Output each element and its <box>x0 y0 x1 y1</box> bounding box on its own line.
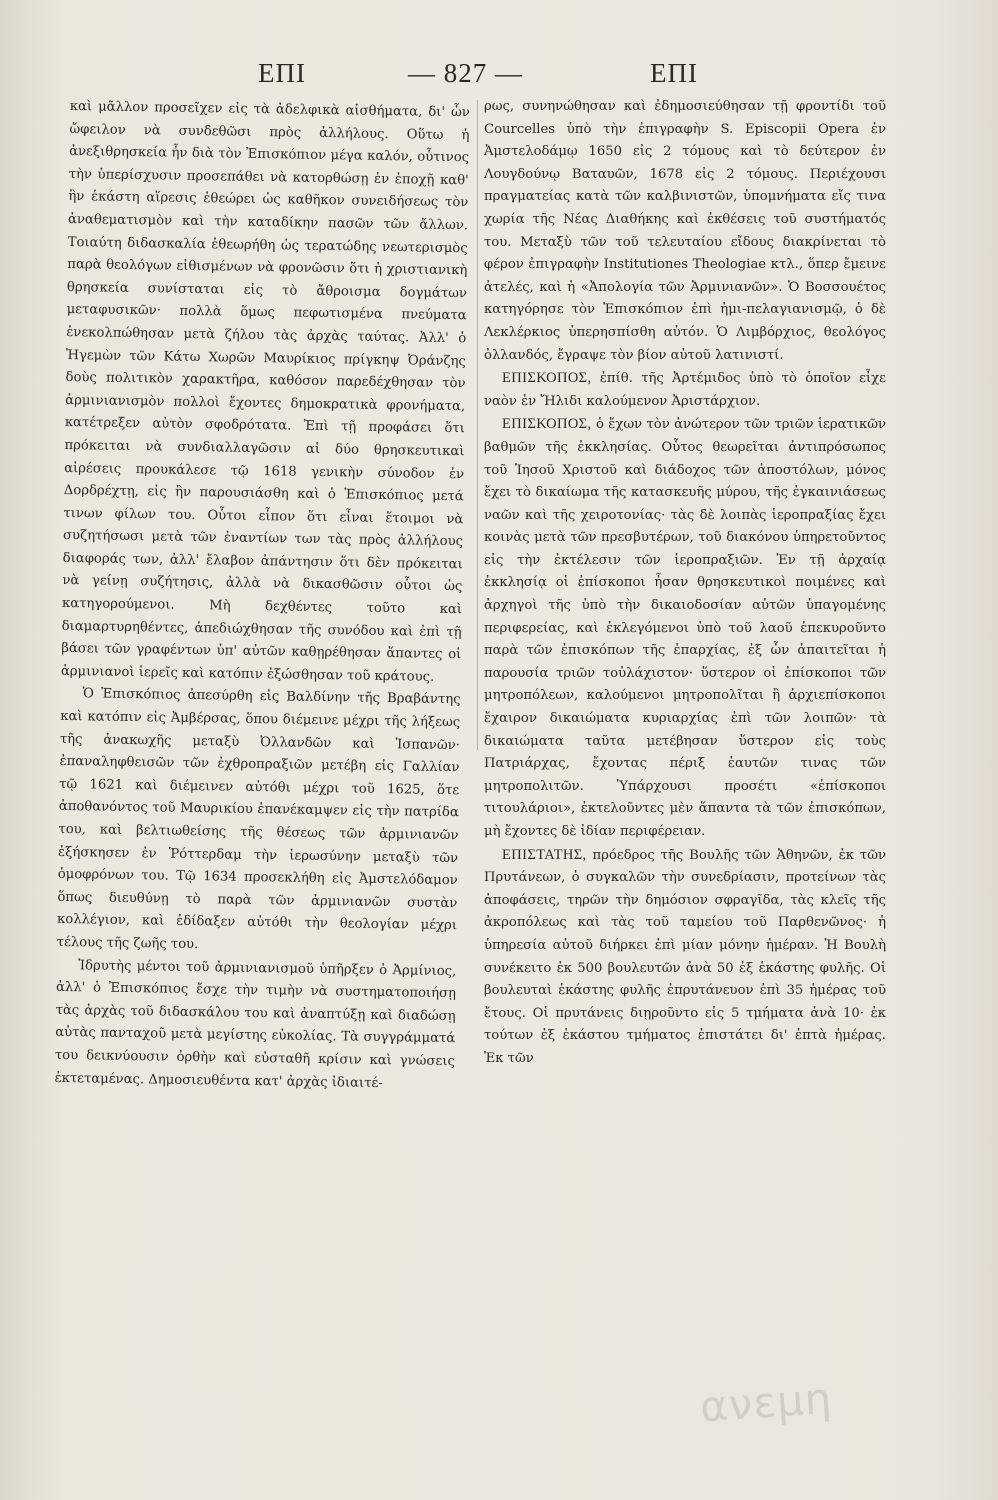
header-right-guideword: ΕΠΙ <box>650 58 698 88</box>
left-paragraph-2: Ὁ Ἐπισκόπιος ἀπεσύρθη εἰς Βαλδίνην τῆς Βραβάντης καὶ κατόπιν εἰς Ἀμβέρσας, ὅπου διέμεινε μέχρι τῆς λήξεως τῆς ἀνακωχῆς μεταξὺ Ὀλλανδῶν καὶ Ἱσπανῶν· ἐπαναληφθεισῶν τῶν ἐχθροπραξιῶν μετέβη εἰς Γαλλίαν τῷ 1621 καὶ διέμεινεν αὐτόθι μέχρι τοῦ 1625, ὅτε ἀποθανόντος τοῦ Μαυρικίου ἐπανέκαμψεν εἰς τὴν πατρίδα του, καὶ βελτιωθείσης τῆς θέσεως τῶν ἀρμινιανῶν ἐξήσκησεν ἐν Ῥόττερδαμ τὴν ἱερωσύνην μεταξὺ τῶν ὁμοφρόνων του. Τῷ 1634 προσεκλήθη εἰς Ἀμστελόδαμον ὅπως διευθύνῃ τὸ παρὰ τῶν ἀρμινιανῶν συστὰν κολλέγιον, καὶ ἐδίδαξεν αὐτόθι τὴν θεολογίαν μέχρι τέλους τῆς ζωῆς του. <box>56 686 461 953</box>
left-paragraph-3: Ἱδρυτὴς μέντοι τοῦ ἀρμινιανισμοῦ ὑπῆρξεν ὁ Ἀρμίνιος, ἀλλ' ὁ Ἐπισκόπιος ἔσχε τὴν τιμὴν νὰ συστηματοποιήσῃ τὰς ἀρχὰς τοῦ διδασκάλου του καὶ ἀναπτύξῃ καὶ διαδώσῃ αὐτὰς πανταχοῦ μετὰ μεγίστης εὐκολίας. Τὰ συγγράμματά του δεικνύουσιν ὀρθὴν καὶ εὐσταθῆ κρίσιν καὶ γνώσεις ἐκτεταμένας. Δημοσιευθέντα κατ' ἀρχὰς ἰδιαιτέ- <box>54 957 457 1091</box>
entry-lemma: ΕΠΙΣΚΟΠΟΣ, <box>502 416 592 433</box>
entry-episkopos-epithet <box>484 367 886 413</box>
entry-lemma: ΕΠΙΣΤΑΤΗΣ, <box>502 846 587 863</box>
right-column <box>484 96 886 1071</box>
entry-epistatis <box>484 844 886 1071</box>
page-number: — 827 — <box>408 58 523 88</box>
entry-text: πρόεδρος τῆς Βουλῆς τῶν Ἀθηνῶν, ἐκ τῶν Πρυτάνεων, ὁ συγκαλῶν τὴν συνεδρίασιν, προτείνων τὰς ἀποφάσεις, τηρῶν τὴν δημόσιον σφραγῖδα, τὰς κλεῖς τῆς ἀκροπόλεως καὶ τὰς τοῦ ταμείου τοῦ Παρθενῶνος· ἡ ὑπηρεσία αὐτοῦ διήρκει ἐπὶ μίαν μόνην ἡμέραν. Ἡ Βουλὴ συνέκειτο ἐκ 500 βουλευτῶν ἀνὰ 50 ἐξ ἑκάστης φυλῆς. Οἱ βουλευταὶ ἑκάστης φυλῆς ἐπρυτάνευον ἐπὶ 35 ἡμέρας τοῦ ἔτους. Οἱ πρυτάνεις διῃροῦντο εἰς 5 τμήματα ἀνὰ 10· ἐκ τούτων ἐξ ἑκάστου τμήματος ἐπιστάτει δι' ἑπτὰ ἡμέρας. Ἐκ τῶν <box>484 847 886 1066</box>
header-left-guideword: ΕΠΙ <box>258 58 306 88</box>
entry-episkopos-bishop <box>484 413 886 843</box>
left-column <box>54 96 470 1096</box>
running-header <box>0 58 998 98</box>
left-paragraph-1: καὶ μᾶλλον προσεῖχεν εἰς τὰ ἀδελφικὰ αἰσθήματα, δι' ὧν ὤφειλον νὰ συνδεθῶσι πρὸς ἀλλήλους. Οὕτω ἡ ἀνεξιθρησκεία ἦν διὰ τὸν Ἐπισκόπιον μέγα καλόν, οὗτινος τὴν ὑπερίσχυσιν προσεπάθει νὰ κατορθώσῃ ἐν ἐποχῇ καθ' ἣν ἑκάστη αἵρεσις ἐθεώρει ὡς καθῆκον συνειδήσεως τὸν ἀναθεματισμὸν καὶ τὴν καταδίκην πασῶν τῶν ἄλλων. Τοιαύτη διδασκαλία ἐθεωρήθη ὡς τερατώδης νεωτερισμὸς παρὰ θεολόγων εἰθισμένων νὰ φρονῶσιν ὅτι ἡ χριστιανικὴ θρησκεία συνίσταται εἰς τὸ ἄθροισμα δογμάτων μεταφυσικῶν· πολλὰ ὅμως πεφωτισμένα πνεύματα ἐνεκολπώθησαν μετὰ ζήλου τὰς ἀρχὰς ταύτας. Ἀλλ' ὁ Ἡγεμὼν τῶν Κάτω Χωρῶν Μαυρίκιος πρίγκηψ Ὀράνζης δοὺς πολιτικὸν χαρακτῆρα, καθόσον παρεδέχθησαν τὸν ἀρμινιανισμὸν πολλοὶ ἔχοντες δημοκρατικὰ φρονήματα, κατέτρεξεν αὐτὸν σφοδρότατα. Ἐπὶ τῇ προφάσει ὅτι πρόκειται νὰ συνδιαλλαγῶσιν αἱ δύο θρησκευτικαὶ αἱρέσεις προυκάλεσε τῷ 1618 γενικὴν σύνοδον ἐν Δορδρέχτῃ, εἰς ἣν παρουσιάσθη καὶ ὁ Ἐπισκόπιος μετά τινων φίλων του. Οὗτοι εἶπον ὅτι εἶναι ἕτοιμοι νὰ συζητήσωσι μετὰ τῶν ἐναντίων των τὰς πρὸς ἀλλήλους διαφοράς των, ἀλλ' ἔλαβον ἀπάντησιν ὅτι δὲν πρόκειται νὰ γείνῃ συζήτησις, ἀλλὰ νὰ δικασθῶσιν οὗτοι ὡς κατηγορούμενοι. Μὴ δεχθέντες τοῦτο καὶ διαμαρτυρηθέντες, ἀπεδιώχθησαν τῆς συνόδου καὶ ἐπὶ τῇ βάσει τῶν γραφέντων ὑπ' αὐτῶν καθῃρέθησαν ἅπαντες οἱ ἀρμινιανοὶ ἱερεῖς καὶ κατόπιν ἐξώσθησαν τοῦ κράτους. <box>60 98 470 685</box>
library-watermark: ανεμη <box>698 1373 834 1432</box>
entry-text: ἐπίθ. τῆς Ἀρτέμιδος ὑπὸ τὸ ὁποῖον εἶχε ναὸν ἐν Ἤλιδι καλούμενον Ἀριστάρχιον. <box>484 371 886 409</box>
right-paragraph-continued: ρως, συνηνώθησαν καὶ ἐδημοσιεύθησαν τῇ φροντίδι τοῦ Courcelles ὑπὸ τὴν ἐπιγραφὴν S. Episcopii Opera ἐν Ἀμστελοδάμῳ 1650 εἰς 2 τόμους καὶ τὸ δεύτερον ἐν Λουγδούνῳ Βαταυῶν, 1678 εἰς 2 τόμους. Περιέχουσι πραγματείας κατὰ τῶν καλβινιστῶν, ὑπομνήματα εἴς τινα χωρία τῆς Νέας Διαθήκης καὶ ἐκθέσεις τοῦ συστήματός του. Μεταξὺ τῶν τοῦ τελευταίου εἴδους διακρίνεται τὸ φέρον ἐπιγραφὴν Institutiones Theologiae κτλ., ὅπερ ἔμεινε ἀτελές, καὶ ἡ «Ἀπολογία τῶν Ἀρμινιανῶν». Ὁ Βοσσουέτος κατηγόρησε τὸν Ἐπισκόπιον ἐπὶ ἡμι-πελαγιανισμῷ, ὁ δὲ Λεκλέρκιος ὑπερησπίσθη αὐτόν. Ὁ Λιμβόρχιος, θεολόγος ὀλλανδός, ἔγραψε τὸν βίον αὐτοῦ λατινιστί. <box>484 99 886 363</box>
column-divider <box>477 100 478 750</box>
entry-text: ὁ ἔχων τὸν ἀνώτερον τῶν τριῶν ἱερατικῶν βαθμῶν τῆς ἐκκλησίας. Οὗτος θεωρεῖται ἀντιπρόσωπος τοῦ Ἰησοῦ Χριστοῦ καὶ διάδοχος τῶν ἀποστόλων, μόνος ἔχει τὸ δικαίωμα τῆς κατασκευῆς μύρου, τῆς ἐγκαινιάσεως ναῶν καὶ τῆς χειροτονίας· τὰς δὲ λοιπὰς ἱεροπραξίας ἔχει κοινὰς μετὰ τῶν πρεσβυτέρων, τοῦ διακόνου ὑπηρετοῦντος εἰς τὴν ἐκτέλεσιν τῶν ἱεροπραξιῶν. Ἐν τῇ ἀρχαίᾳ ἐκκλησίᾳ οἱ ἐπίσκοποι ἦσαν θρησκευτικοὶ ποιμένες καὶ ἀρχηγοὶ τῆς ὑπὸ τὴν δικαιοδοσίαν αὐτῶν ὑπαγομένης περιφερείας, καὶ ἐκλεγόμενοι ὑπὸ τοῦ λαοῦ ἐπεκυροῦντο παρὰ τῶν ἐπισκόπων τῆς ἐπαρχίας, ἐξ ὧν ἀπαιτεῖται ἡ παρουσία τριῶν τοὐλάχιστον· ὕστερον οἱ ἐπίσκοποι τῶν μητροπόλεων, καλούμενοι μητροπολῖται ἢ ἀρχιεπίσκοποι ἔχαιρον δικαιώματα κυριαρχίας ἐπὶ τῶν λοιπῶν· τὰ δικαιώματα ταῦτα μετέβησαν ὕστερον εἰς τοὺς Πατριάρχας, ἔχοντας πέριξ ἑαυτῶν τινας τῶν μητροπολιτῶν. Ὑπάρχουσι προσέτι «ἐπίσκοποι τιτουλάριοι», ἐκτελοῦντες μὲν ἅπαντα τὰ τῶν ἐπισκόπων, μὴ ἔχοντες δὲ ἰδίαν περιφέρειαν. <box>484 417 886 839</box>
entry-lemma: ΕΠΙΣΚΟΠΟΣ, <box>502 370 592 387</box>
